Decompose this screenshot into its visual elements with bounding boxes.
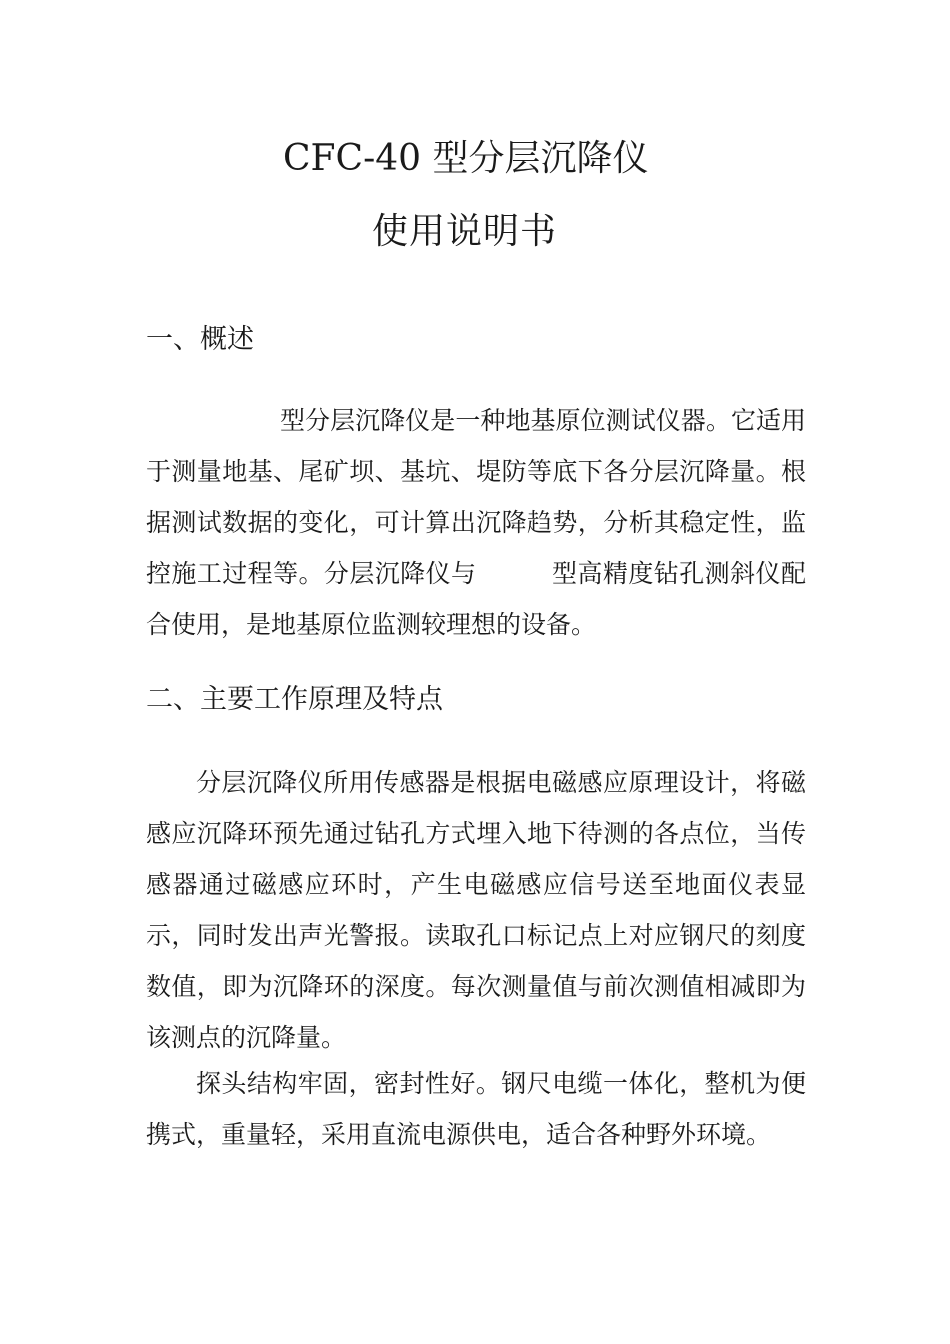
paragraph-line: 据测试数据的变化，可计算出沉降趋势，分析其稳定性，监 bbox=[146, 508, 806, 537]
document-title: CFC-40 型分层沉降仪 bbox=[283, 138, 649, 179]
paragraph-line: 探头结构牢固，密封性好。钢尺电缆一体化，整机为便 bbox=[196, 1069, 806, 1098]
paragraph-line: 合使用，是地基原位监测较理想的设备。 bbox=[146, 610, 597, 639]
section-heading-overview: 一、概述 bbox=[146, 324, 254, 355]
paragraph-line: 携式，重量轻，采用直流电源供电，适合各种野外环境。 bbox=[146, 1120, 772, 1149]
paragraph-line: 于测量地基、尾矿坝、基坑、堤防等底下各分层沉降量。根 bbox=[146, 457, 806, 486]
document-subtitle: 使用说明书 bbox=[372, 211, 558, 252]
paragraph-line: 示，同时发出声光警报。读取孔口标记点上对应钢尺的刻度 bbox=[146, 921, 806, 950]
paragraph-line: 型高精度钻孔测斜仪配 bbox=[552, 559, 806, 588]
paragraph-line: 感器通过磁感应环时，产生电磁感应信号送至地面仪表显 bbox=[146, 870, 806, 899]
paragraph-line: 感应沉降环预先通过钻孔方式埋入地下待测的各点位，当传 bbox=[146, 819, 806, 848]
section-heading-principle: 二、主要工作原理及特点 bbox=[146, 684, 443, 715]
paragraph-line: 分层沉降仪所用传感器是根据电磁感应原理设计，将磁 bbox=[196, 768, 806, 797]
paragraph-line: 数值，即为沉降环的深度。每次测量值与前次测值相减即为 bbox=[146, 972, 806, 1001]
paragraph-line: 该测点的沉降量。 bbox=[146, 1023, 347, 1052]
paragraph-line: 控施工过程等。分层沉降仪与 bbox=[146, 559, 476, 588]
paragraph-line: 型分层沉降仪是一种地基原位测试仪器。它适用 bbox=[280, 406, 806, 435]
